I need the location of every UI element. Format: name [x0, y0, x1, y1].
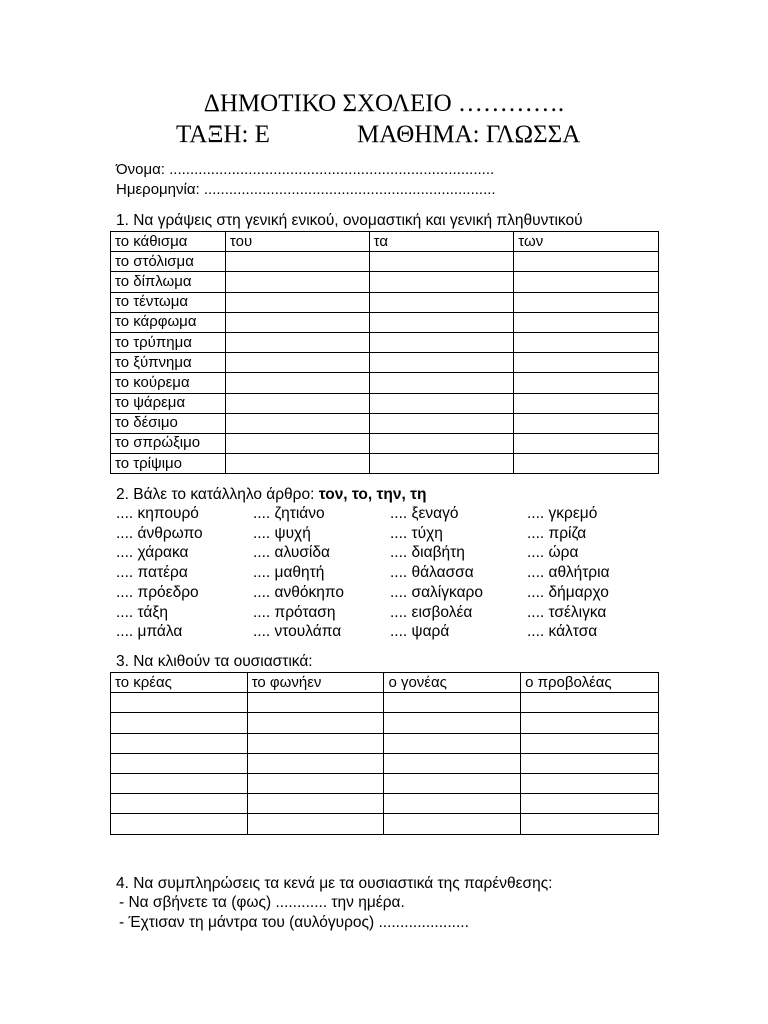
answer-cell — [225, 312, 369, 332]
article-item: .... τύχη — [390, 524, 443, 542]
answer-cell — [247, 713, 384, 733]
table-row — [111, 794, 659, 814]
answer-cell — [111, 713, 248, 733]
answer-cell — [369, 292, 514, 312]
answer-cell — [514, 353, 659, 373]
question-1-title: 1. Να γράψεις στη γενική ενικού, ονομαστική και γενική πληθυντικού — [116, 212, 583, 229]
article-item: .... μαθητή — [253, 564, 325, 582]
answer-cell — [514, 272, 659, 292]
article-item: .... άνθρωπο — [116, 524, 203, 542]
column-header: το κρέας — [111, 673, 248, 693]
table-row — [111, 373, 659, 393]
answer-cell — [111, 693, 248, 713]
article-item: .... διαβήτη — [390, 544, 465, 562]
noun-cell: το δίπλωμα — [111, 272, 226, 292]
answer-cell — [384, 713, 521, 733]
class-label: ΤΑΞΗ: Ε — [176, 121, 270, 148]
answer-cell — [369, 252, 514, 272]
column-header: το κάθισμα — [111, 232, 226, 252]
table-row — [111, 393, 659, 413]
answer-cell — [521, 713, 659, 733]
answer-cell — [521, 773, 659, 793]
noun-cell: το σπρώξιμο — [111, 433, 226, 453]
answer-cell — [384, 773, 521, 793]
article-item: .... δήμαρχο — [527, 583, 609, 601]
noun-cell: το ψάρεμα — [111, 393, 226, 413]
answer-cell — [225, 272, 369, 292]
article-item: .... ώρα — [527, 544, 579, 562]
noun-cell: το τρίψιμο — [111, 454, 226, 474]
article-item: .... πατέρα — [116, 564, 188, 582]
answer-cell — [225, 413, 369, 433]
answer-cell — [225, 332, 369, 352]
question-2-text: 2. Βάλε το κατάλληλο άρθρο: — [116, 486, 319, 503]
table-row — [111, 272, 659, 292]
fill-item-2: - Έχτισαν τη μάντρα του (αυλόγυρος) ..................... — [119, 914, 469, 931]
answer-cell — [521, 794, 659, 814]
noun-cell: το κάρφωμα — [111, 312, 226, 332]
answer-cell — [369, 413, 514, 433]
answer-cell — [111, 773, 248, 793]
table-header-row — [111, 673, 659, 693]
table-row — [111, 454, 659, 474]
answer-cell — [225, 433, 369, 453]
answer-cell — [514, 292, 659, 312]
table-row — [111, 353, 659, 373]
school-title: ΔΗΜΟΤΙΚΟ ΣΧΟΛΕΙΟ …………. — [203, 90, 565, 117]
article-item: .... ψυχή — [253, 524, 311, 542]
answer-cell — [369, 332, 514, 352]
article-list: τον, το, την, τη — [318, 486, 427, 503]
answer-cell — [369, 312, 514, 332]
article-item: .... ξεναγό — [390, 505, 459, 522]
column-header: του — [225, 232, 369, 252]
answer-cell — [384, 693, 521, 713]
fill-item-1: - Να σβήνετε τα (φως) ............ την ημέρα. — [119, 894, 405, 911]
article-item: .... ψαρά — [390, 623, 450, 641]
article-item: .... μπάλα — [116, 623, 183, 641]
noun-cell: το κούρεμα — [111, 373, 226, 393]
answer-cell — [514, 373, 659, 393]
article-item: .... γκρεμό — [527, 505, 598, 522]
answer-cell — [384, 794, 521, 814]
answer-cell — [369, 433, 514, 453]
article-item: .... ζητιάνο — [253, 505, 325, 522]
article-item: .... εισβολέα — [390, 603, 473, 621]
answer-cell — [521, 733, 659, 753]
question-3-title: 3. Να κλιθούν τα ουσιαστικά: — [116, 653, 313, 670]
answer-cell — [369, 454, 514, 474]
column-header: ο γονέας — [384, 673, 521, 693]
article-item: .... θάλασσα — [390, 564, 474, 582]
answer-cell — [514, 433, 659, 453]
article-item: .... κάλτσα — [527, 623, 598, 641]
subject-label: ΜΑΘΗΜΑ: ΓΛΩΣΣΑ — [357, 121, 581, 148]
answer-cell — [111, 794, 248, 814]
answer-cell — [369, 353, 514, 373]
answer-cell — [514, 332, 659, 352]
noun-cell: το στόλισμα — [111, 252, 226, 272]
article-item: .... αθλήτρια — [527, 564, 610, 582]
table-header-row — [111, 232, 659, 252]
answer-cell — [514, 252, 659, 272]
answer-cell — [247, 733, 384, 753]
table-row — [111, 693, 659, 713]
answer-cell — [225, 373, 369, 393]
declension-table-1 — [110, 231, 659, 474]
column-header: των — [514, 232, 659, 252]
answer-cell — [247, 814, 384, 834]
name-field: Όνομα: .............................................................................. — [116, 161, 495, 178]
article-item: .... ντουλάπα — [253, 623, 342, 641]
noun-cell: το τρύπημα — [111, 332, 226, 352]
column-header: το φωνήεν — [247, 673, 384, 693]
answer-cell — [369, 373, 514, 393]
answer-cell — [247, 693, 384, 713]
answer-cell — [521, 814, 659, 834]
article-item: .... τσέλιγκα — [527, 603, 607, 621]
answer-cell — [247, 794, 384, 814]
declension-table-3 — [110, 672, 659, 835]
table-row — [111, 312, 659, 332]
table-row — [111, 252, 659, 272]
answer-cell — [225, 353, 369, 373]
answer-cell — [384, 814, 521, 834]
answer-cell — [384, 753, 521, 773]
table-row — [111, 753, 659, 773]
table-row — [111, 292, 659, 312]
answer-cell — [369, 393, 514, 413]
article-item: .... κηπουρό — [116, 505, 199, 522]
answer-cell — [514, 413, 659, 433]
answer-cell — [369, 272, 514, 292]
table-row — [111, 773, 659, 793]
answer-cell — [247, 753, 384, 773]
column-header: ο προβολέας — [521, 673, 659, 693]
answer-cell — [111, 733, 248, 753]
article-item: .... πρίζα — [527, 524, 587, 542]
answer-cell — [514, 454, 659, 474]
answer-cell — [521, 693, 659, 713]
answer-cell — [521, 753, 659, 773]
article-item: .... σαλίγκαρο — [390, 583, 483, 601]
noun-cell: το δέσιμο — [111, 413, 226, 433]
article-item: .... ανθόκηπο — [253, 583, 344, 601]
answer-cell — [225, 454, 369, 474]
article-item: .... πρόταση — [253, 603, 336, 621]
table-row — [111, 433, 659, 453]
article-item: .... πρόεδρο — [116, 583, 199, 601]
article-item: .... αλυσίδα — [253, 544, 330, 562]
table-row — [111, 733, 659, 753]
answer-cell — [111, 753, 248, 773]
table-row — [111, 413, 659, 433]
answer-cell — [514, 312, 659, 332]
answer-cell — [225, 393, 369, 413]
answer-cell — [247, 773, 384, 793]
question-2-title — [116, 486, 427, 504]
article-item: .... τάξη — [116, 603, 168, 621]
article-item: .... χάρακα — [116, 544, 189, 562]
column-header: τα — [369, 232, 514, 252]
question-4-title: 4. Να συμπληρώσεις τα κενά με τα ουσιαστικά της παρένθεσης: — [116, 875, 553, 892]
table-row — [111, 814, 659, 834]
answer-cell — [111, 814, 248, 834]
answer-cell — [384, 733, 521, 753]
answer-cell — [225, 292, 369, 312]
noun-cell: το τέντωμα — [111, 292, 226, 312]
answer-cell — [514, 393, 659, 413]
answer-cell — [225, 252, 369, 272]
noun-cell: το ξύπνημα — [111, 353, 226, 373]
table-row — [111, 713, 659, 733]
table-row — [111, 332, 659, 352]
date-field: Ημερομηνία: ...................................................................... — [116, 181, 496, 198]
